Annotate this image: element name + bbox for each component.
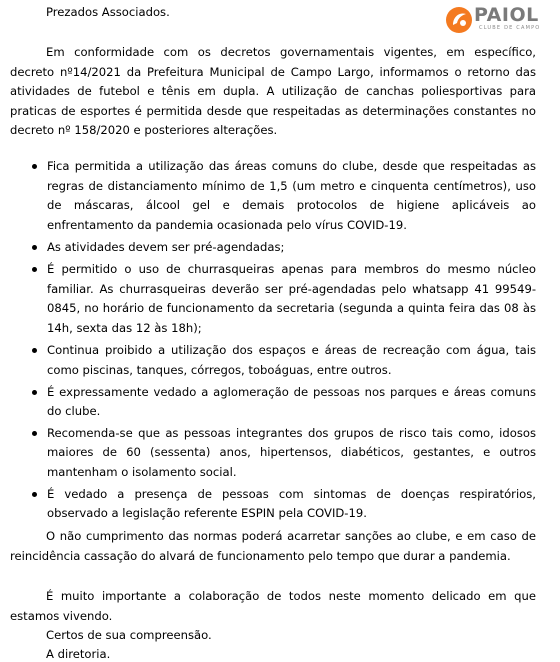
collaboration-paragraph: É muito importante a colaboração de todos neste momento delicado em que estamos vivendo. [10, 589, 536, 623]
club-logo [444, 3, 556, 39]
rule-text: As atividades devem ser pré-agendadas; [47, 240, 285, 255]
rules-list [47, 157, 536, 524]
bullet-icon [32, 348, 37, 353]
penalty-paragraph: O não cumprimento das normas poderá acarretar sanções ao clube, e em caso de reincidência cassação do alvará de funcionamento pelo tempo que durar a pandemia. [10, 529, 536, 563]
rule-text: É vedado a presença de pessoas com sintomas de doenças respiratórios, observado a legislação referente ESPIN pela COVID-19. [47, 486, 536, 521]
bullet-icon [32, 245, 37, 250]
list-item [47, 157, 536, 235]
intro-paragraph: Em conformidade com os decretos governamentais vigentes, em específico, decreto nº14/2021 da Prefeitura Municipal de Campo Largo, informamos o retorno das atividades de futebol e tênis em dupla. A utilização de canchas poliesportivas para praticas de esportes é permitida desde que respeitadas as determinações constantes no decreto nº 158/2020 e posteriores alterações. [10, 45, 536, 138]
list-item [47, 260, 536, 338]
list-item [47, 424, 536, 483]
bullet-icon [32, 431, 37, 436]
closing-line: Certos de sua compreensão. [46, 628, 212, 642]
rule-text: Recomenda-se que as pessoas integrantes dos grupos de risco tais como, idosos maiores de 60 (sessenta) anos, hipertensos, diabéticos, gestantes, e outros mantenham o isolamento social. [47, 425, 536, 479]
bullet-icon [32, 164, 37, 169]
list-item [47, 341, 536, 380]
logo-wordmark: PAIOL [474, 4, 539, 26]
paiol-logo-icon [444, 5, 474, 35]
rule-text: Fica permitida a utilização das áreas comuns do clube, desde que respeitadas as regras de distanciamento mínimo de 1,5 (um metro e cinquenta centímetros), uso de máscaras, álcool gel e demais protocolos de higiene aplicáveis ao enfrentamento da pandemia ocasionada pelo vírus COVID-19. [47, 159, 536, 232]
logo-subtitle: CLUBE DE CAMPO [479, 25, 541, 31]
bullet-icon [32, 267, 37, 272]
rule-text: É expressamente vedado a aglomeração de pessoas nos parques e áreas comuns do clube. [47, 384, 536, 419]
bullet-icon [32, 390, 37, 395]
rule-text: É permitido o uso de churrasqueiras apenas para membros do mesmo núcleo familiar. As churrasqueiras deverão ser pré-agendadas pelo whatsapp 41 99549-0845, no horário de funcionamento da secretaria (segunda a quinta feira das 08 às 14h, sexta das 12 às 18h); [47, 261, 536, 335]
list-item [47, 485, 536, 524]
bullet-icon [32, 492, 37, 497]
rule-text: Continua proibido a utilização dos espaços e áreas de recreação com água, tais como piscinas, tanques, córregos, toboáguas, entre outros. [47, 343, 536, 377]
greeting: Prezados Associados. [46, 5, 170, 19]
signature: A diretoria. [46, 647, 111, 661]
list-item [47, 238, 536, 258]
list-item [47, 383, 536, 422]
